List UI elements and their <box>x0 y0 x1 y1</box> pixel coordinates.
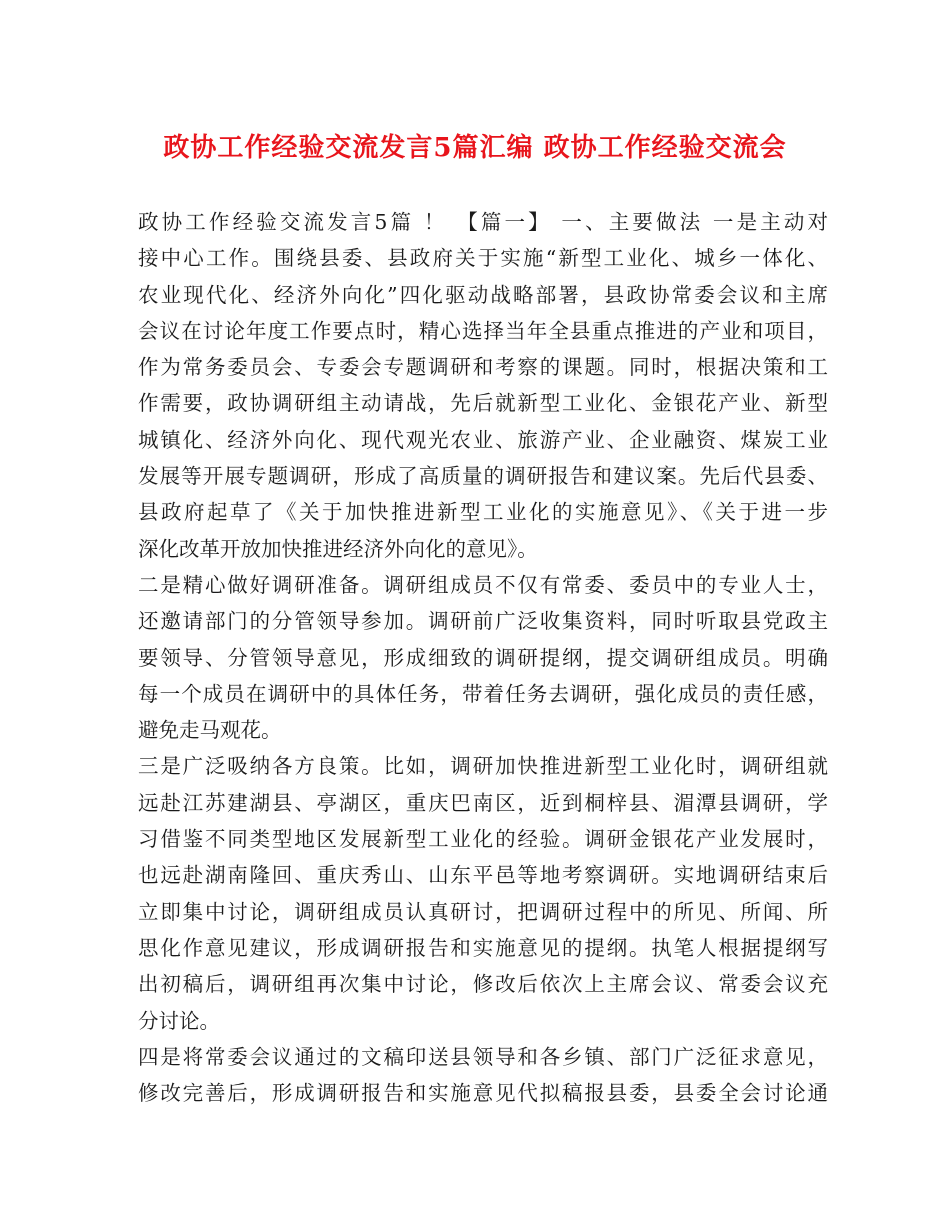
body-line: 思化作意见建议，形成调研报告和实施意见的提纲。执笔人根据提纲写 <box>138 935 828 960</box>
body-line: 二是精心做好调研准备。调研组成员不仅有常委、委员中的专业人士， <box>138 572 828 597</box>
body-line: 远赴江苏建湖县、亭湖区，重庆巴南区，近到桐梓县、湄潭县调研，学 <box>138 790 828 815</box>
body-line: 作需要，政协调研组主动请战，先后就新型工业化、金银花产业、新型 <box>138 391 828 416</box>
body-line: 也远赴湖南隆回、重庆秀山、山东平邑等地考察调研。实地调研结束后 <box>138 863 828 888</box>
body-line: 要领导、分管领导意见，形成细致的调研提纲，提交调研组成员。明确 <box>138 645 828 670</box>
body-line: 县政府起草了《关于加快推进新型工业化的实施意见》、《关于进一步 <box>138 500 828 525</box>
body-line: 还邀请部门的分管领导参加。调研前广泛收集资料，同时听取县党政主 <box>138 609 828 634</box>
document-body <box>138 204 828 1111</box>
document-title: 政协工作经验交流发言5篇汇编 政协工作经验交流会 <box>163 133 787 163</box>
body-line: 习借鉴不同类型地区发展新型工业化的经验。调研金银花产业发展时， <box>138 827 828 852</box>
body-line: 发展等开展专题调研，形成了高质量的调研报告和建议案。先后代县委、 <box>138 464 828 489</box>
body-line: 作为常务委员会、专委会专题调研和考察的课题。同时，根据决策和工 <box>138 355 828 380</box>
body-line: 政协工作经验交流发言5篇 ！ 【篇一】 一、主要做法 一是主动对 <box>138 210 828 234</box>
body-line: 四是将常委会议通过的文稿印送县领导和各乡镇、部门广泛征求意见， <box>138 1044 828 1069</box>
body-line: 深化改革开放加快推进经济外向化的意见》。 <box>138 536 538 561</box>
body-line: 立即集中讨论，调研组成员认真研讨，把调研过程中的所见、所闻、所 <box>138 899 828 924</box>
body-line: 修改完善后，形成调研报告和实施意见代拟稿报县委，县委全会讨论通 <box>138 1081 828 1106</box>
body-line: 会议在讨论年度工作要点时，精心选择当年全县重点推进的产业和项目， <box>138 318 828 343</box>
body-line: 出初稿后，调研组再次集中讨论，修改后依次上主席会议、常委会议充 <box>138 972 828 997</box>
body-line: 分讨论。 <box>138 1008 220 1033</box>
body-line: 避免走马观花。 <box>138 718 282 743</box>
body-line: 每一个成员在调研中的具体任务，带着任务去调研，强化成员的责任感， <box>138 681 828 706</box>
body-line: 农业现代化、经济外向化”四化驱动战略部署，县政协常委会议和主席 <box>138 282 828 307</box>
body-line: 接中心工作。围绕县委、县政府关于实施“新型工业化、城乡一体化、 <box>138 246 828 271</box>
body-line: 城镇化、经济外向化、现代观光农业、旅游产业、企业融资、煤炭工业 <box>138 427 828 452</box>
body-line: 三是广泛吸纳各方良策。比如，调研加快推进新型工业化时，调研组就 <box>138 754 828 779</box>
